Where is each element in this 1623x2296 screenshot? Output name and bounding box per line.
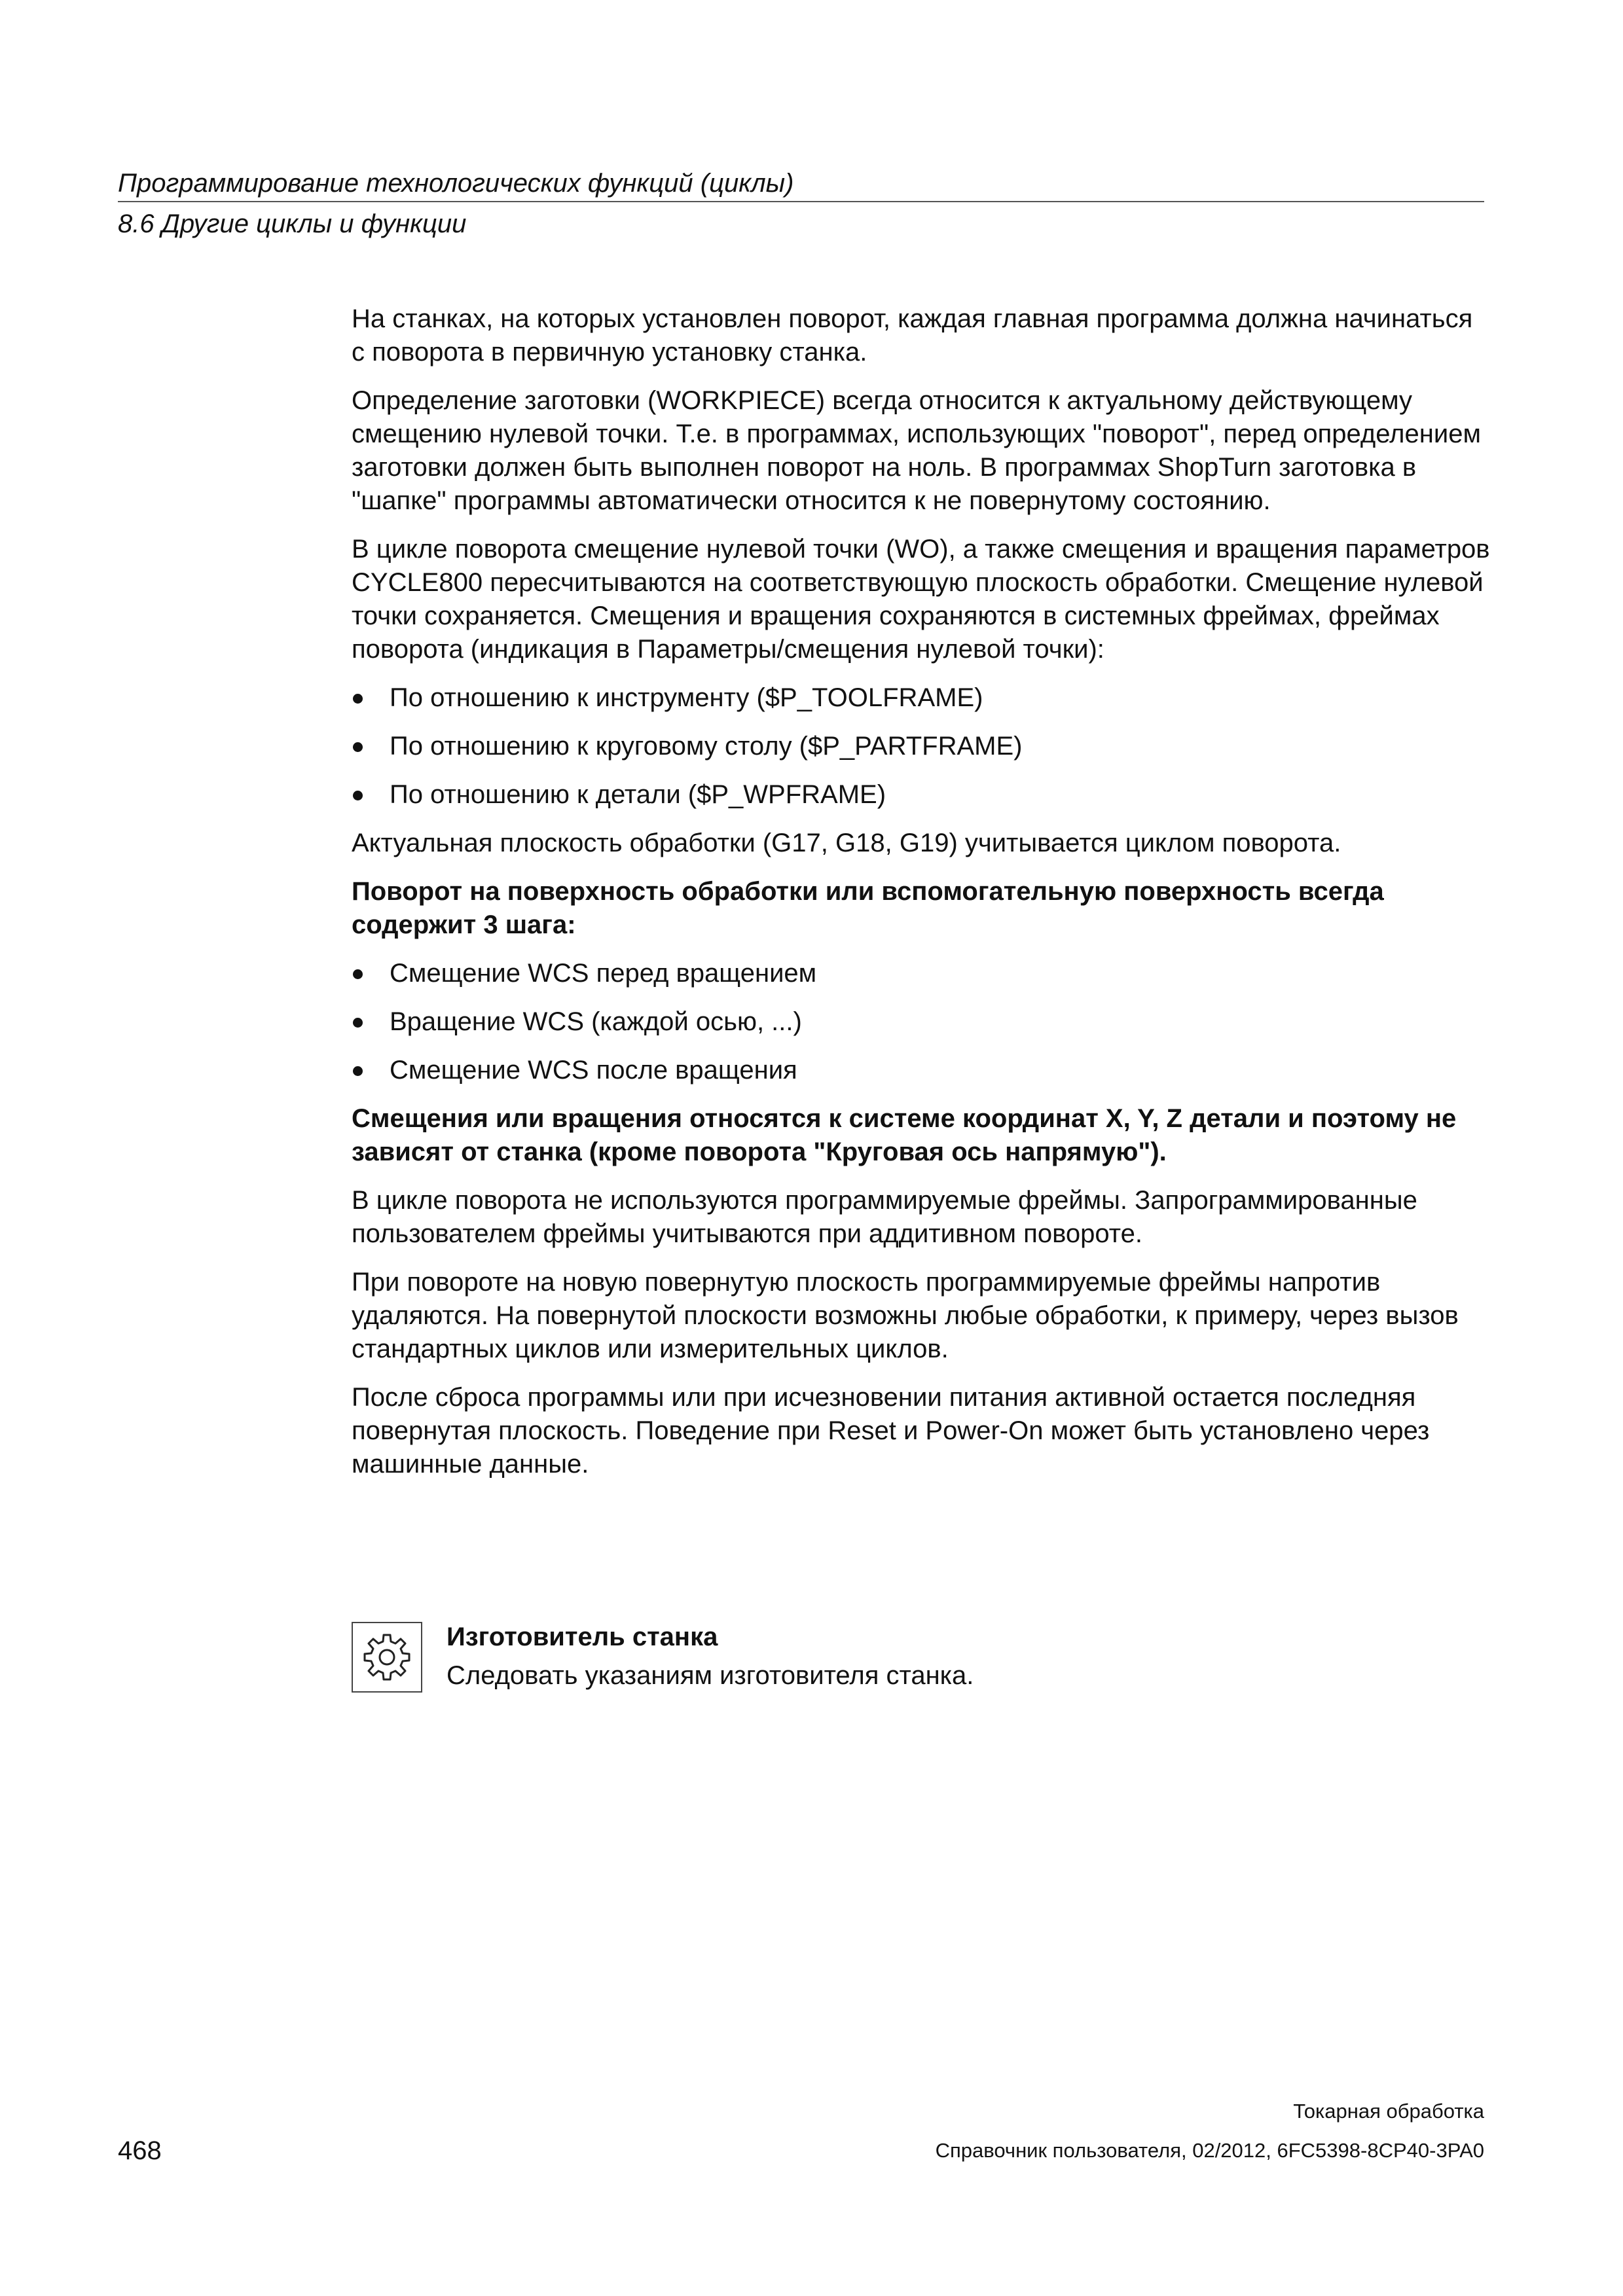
paragraph-1: На станках, на которых установлен поворот, каждая главная программа должна начинаться с поворота в первичную установку станка. xyxy=(352,304,1473,367)
list-item-text: По отношению к инструменту ($P_TOOLFRAME) xyxy=(390,683,983,712)
list-item xyxy=(352,778,1491,812)
list-item-text: По отношению к детали ($P_WPFRAME) xyxy=(390,780,886,809)
list-item xyxy=(352,1005,1491,1039)
bold-heading-1: Поворот на поверхность обработки или вспомогательную поверхность всегда содержит 3 шага: xyxy=(352,877,1384,939)
paragraph-5: В цикле поворота не используются программируемые фреймы. Запрограммированные пользователем фреймы учитываются при аддитивном повороте. xyxy=(352,1186,1417,1248)
list-item xyxy=(352,730,1491,763)
list-item-text: Вращение WCS (каждой осью, ...) xyxy=(390,1007,802,1036)
steps-list xyxy=(352,957,1491,1087)
main-content xyxy=(352,302,1491,1496)
bullet-icon xyxy=(353,1066,363,1076)
gear-icon xyxy=(352,1622,422,1693)
section-title: 8.6 Другие циклы и функции xyxy=(118,209,467,238)
footer-book-title: Токарная обработка xyxy=(1293,2100,1484,2123)
page-number: 468 xyxy=(118,2136,162,2165)
list-item-text: Смещение WCS перед вращением xyxy=(390,959,817,988)
list-item-text: По отношению к круговому столу ($P_PARTFRAME) xyxy=(390,732,1023,761)
bullet-icon xyxy=(353,791,363,800)
header-divider xyxy=(118,201,1484,202)
paragraph-7: После сброса программы или при исчезновении питания активной остается последняя повернутая плоскость. Поведение при Reset и Power-On может быть установлено через машинные данные. xyxy=(352,1383,1430,1479)
bullet-icon xyxy=(353,1018,363,1028)
list-item xyxy=(352,957,1491,990)
chapter-title: Программирование технологических функций (циклы) xyxy=(118,169,794,198)
paragraph-2: Определение заготовки (WORKPIECE) всегда относится к актуальному действующему смещению нулевой точки. Т.е. в программах, использующих "поворот", перед определением заготовки должен быть выполнен поворот на ноль. В программах ShopTurn заготовка в "шапке" программы автоматически относится к не повернутому состоянию. xyxy=(352,386,1481,515)
paragraph-3: В цикле поворота смещение нулевой точки (WO), а также смещения и вращения параметров CYCLE800 пересчитываются на соответствующую плоскость обработки. Смещение нулевой точки сохраняется. Смещения и вращения сохраняются в системных фреймах, фреймах поворота (индикация в Параметры/смещения нулевой точки): xyxy=(352,535,1490,664)
paragraph-6: При повороте на новую повернутую плоскость программируемые фреймы напротив удаляются. На повернутой плоскости возможны любые обработки, к примеру, через вызов стандартных циклов или измерительных циклов. xyxy=(352,1268,1459,1363)
bullet-icon xyxy=(353,694,363,704)
paragraph-4: Актуальная плоскость обработки (G17, G18, G19) учитывается циклом поворота. xyxy=(352,829,1341,857)
bold-heading-2: Смещения или вращения относятся к системе координат X, Y, Z детали и поэтому не зависят от станка (кроме поворота "Круговая ось напрямую"). xyxy=(352,1104,1457,1166)
frames-list xyxy=(352,681,1491,812)
bullet-icon xyxy=(353,969,363,979)
note-title: Изготовитель станка xyxy=(447,1623,718,1651)
bullet-icon xyxy=(353,742,363,752)
note-text: Следовать указаниям изготовителя станка. xyxy=(447,1661,974,1690)
machine-manufacturer-note xyxy=(352,1621,1491,1706)
list-item xyxy=(352,1054,1491,1087)
list-item-text: Смещение WCS после вращения xyxy=(390,1056,797,1085)
list-item xyxy=(352,681,1491,715)
footer-doc-reference: Справочник пользователя, 02/2012, 6FC5398-8CP40-3PA0 xyxy=(935,2139,1484,2162)
